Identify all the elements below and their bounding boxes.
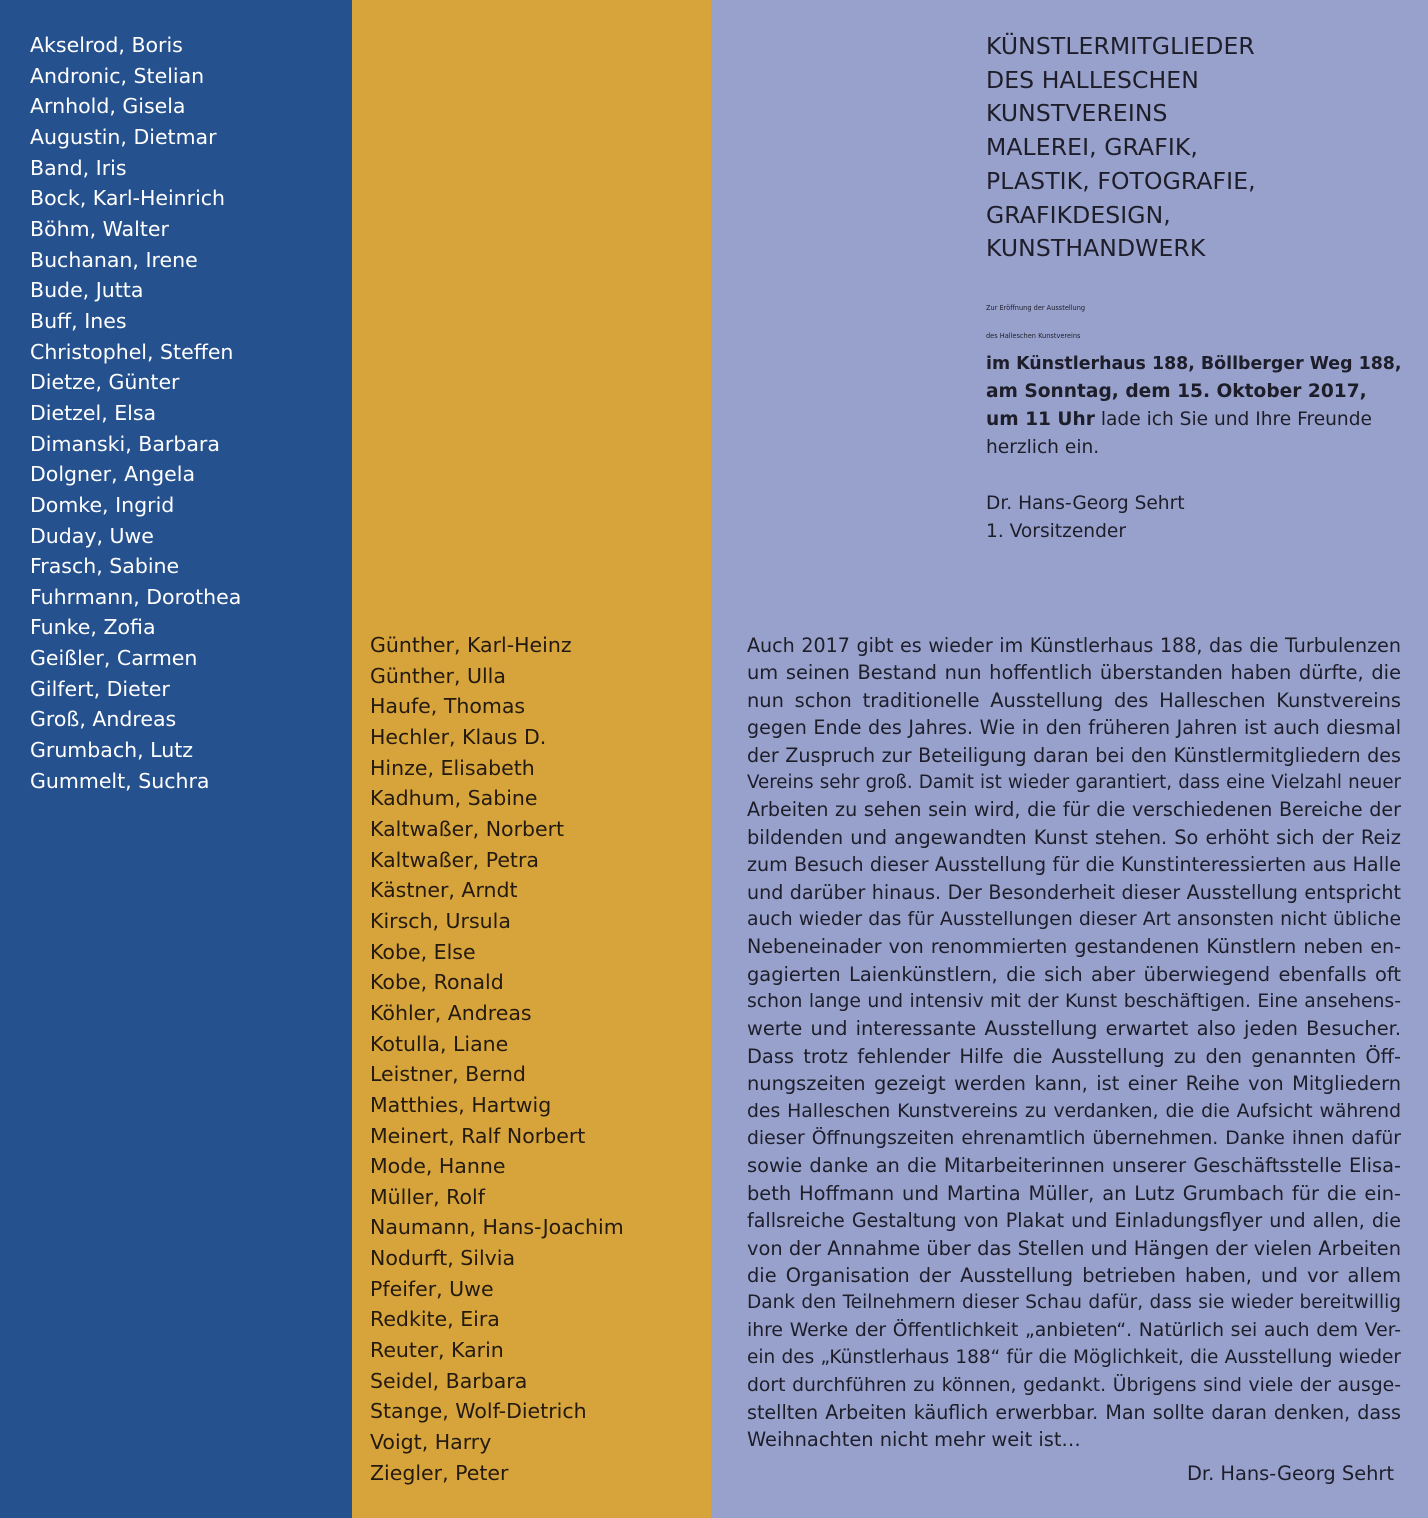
member-name: Stange, Wolf-Dietrich <box>370 1399 587 1424</box>
invitation-line: lade ich Sie und Ihre Freunde <box>1094 409 1372 430</box>
member-name: Naumann, Hans-Joachim <box>370 1215 624 1240</box>
member-name: Grumbach, Lutz <box>30 738 193 763</box>
member-name: Günther, Ulla <box>370 663 506 688</box>
foreword-text <box>747 632 1401 1454</box>
foreword-line: auch wieder das für Ausstellungen dieser Art ansonsten nicht übliche <box>747 908 1401 930</box>
member-name: Band, Iris <box>30 155 127 180</box>
member-name: Funke, Zofia <box>30 615 156 640</box>
member-name: Dietze, Günter <box>30 370 180 395</box>
foreword-line: Vereins sehr groß. Damit ist wieder garantiert, dass eine Vielzahl neuer <box>747 771 1401 793</box>
member-name: Dietzel, Elsa <box>30 400 157 425</box>
member-name: Buchanan, Irene <box>30 247 198 272</box>
member-column-blue <box>0 0 352 1518</box>
foreword-signature: Dr. Hans-Georg Sehrt <box>1186 1462 1394 1485</box>
member-name: Dolgner, Angela <box>30 462 196 487</box>
member-name: Nodurft, Silvia <box>370 1246 516 1271</box>
member-name: Böhm, Walter <box>30 216 169 241</box>
member-name: Kästner, Arndt <box>370 878 518 903</box>
foreword-line: von der Annahme über das Stellen und Hängen der vielen Arbeiten <box>747 1236 1401 1260</box>
title-line: PLASTIK, FOTOGRAFIE, <box>986 166 1256 195</box>
member-list-1 <box>30 30 241 796</box>
invitation-signer-role: 1. Vorsitzender <box>986 521 1126 542</box>
member-name: Redkite, Eira <box>370 1307 500 1332</box>
member-name: Fuhrmann, Dorothea <box>30 584 242 609</box>
title-line: KUNSTHANDWERK <box>986 234 1206 263</box>
member-name: Kobe, Else <box>370 939 476 964</box>
foreword-line: Weihnachten nicht mehr weit ist… <box>747 1428 1081 1452</box>
member-name: Akselrod, Boris <box>30 33 183 57</box>
invitation-signer: Dr. Hans-Georg Sehrt <box>986 493 1185 514</box>
member-name: Kirsch, Ursula <box>370 908 511 933</box>
member-name: Kaltwaßer, Petra <box>370 847 539 872</box>
member-name: Duday, Uwe <box>30 523 154 548</box>
member-name: Arnhold, Gisela <box>30 94 186 119</box>
invitation-line: des Halleschen Kunstvereins <box>986 332 1081 340</box>
member-name: Gummelt, Suchra <box>30 768 210 793</box>
page-title <box>986 30 1256 266</box>
member-name: Meinert, Ralf Norbert <box>370 1123 586 1148</box>
member-name: Buff, Ines <box>30 308 127 333</box>
member-name: Kotulla, Liane <box>370 1031 509 1056</box>
foreword-line: nungszeiten gezeigt werden kann, ist einer Reihe von Mitgliedern <box>747 1072 1401 1096</box>
member-name: Mode, Hanne <box>370 1154 506 1179</box>
member-name: Matthies, Hartwig <box>370 1092 552 1117</box>
member-name: Köhler, Andreas <box>370 1000 532 1025</box>
member-name: Kadhum, Sabine <box>370 786 538 811</box>
foreword-line: fallsreiche Gestaltung von Plakat und Einladungsflyer und allen, die <box>747 1209 1401 1233</box>
member-name: Bude, Jutta <box>30 278 144 303</box>
member-name: Andronic, Stelian <box>30 63 205 88</box>
foreword-line: Dank den Teilnehmern dieser Schau dafür, dass sie wieder bereitwillig <box>747 1292 1401 1314</box>
foreword-line: und darüber hinaus. Der Besonderheit dieser Ausstellung entspricht <box>747 880 1401 904</box>
member-name: Ziegler, Peter <box>370 1460 509 1485</box>
foreword-line: dort durchführen zu können, gedankt. Übrigens sind viele der ausge- <box>747 1374 1401 1396</box>
foreword-line: nun schon traditionelle Ausstellung des Halleschen Kunstvereins <box>747 688 1401 712</box>
title-line: KUNSTVEREINS <box>986 99 1168 128</box>
member-name: Hinze, Elisabeth <box>370 755 535 780</box>
member-name: Leistner, Bernd <box>370 1062 526 1087</box>
member-name: Günther, Karl-Heinz <box>370 633 572 657</box>
foreword-line: Nebeneinader von renommierten gestandenen Künstlern neben en- <box>747 935 1401 959</box>
foreword-line: des Halleschen Kunstvereins zu verdanken, die die Aufsicht während <box>747 1100 1401 1122</box>
member-name: Groß, Andreas <box>30 707 177 732</box>
foreword-line: der Zuspruch zur Beteiligung daran bei den Künstlermitgliedern des <box>747 743 1401 767</box>
foreword-line: ihre Werke der Öffentlichkeit „anbieten“. Natürlich sei auch dem Ver- <box>747 1319 1401 1341</box>
member-name: Augustin, Dietmar <box>30 124 217 149</box>
member-name: Reuter, Karin <box>370 1338 504 1363</box>
invitation-time: um 11 Uhr <box>986 409 1095 430</box>
foreword-line: Dass trotz fehlender Hilfe die Ausstellung zu den genannten Öff- <box>747 1044 1401 1068</box>
foreword-line: schon lange und intensiv mit der Kunst beschäftigen. Eine ansehens- <box>747 991 1401 1013</box>
foreword-line: Auch 2017 gibt es wieder im Künstlerhaus 188, das die Turbulenzen <box>747 634 1401 657</box>
member-column-gold <box>352 0 711 1518</box>
member-name: Bock, Karl-Heinrich <box>30 186 226 211</box>
member-name: Frasch, Sabine <box>30 554 180 579</box>
foreword-line: werte und interessante Ausstellung erwartet also jeden Besucher. <box>747 1017 1401 1041</box>
member-name: Seidel, Barbara <box>370 1368 528 1393</box>
member-name: Geißler, Carmen <box>30 646 198 671</box>
foreword-line: Arbeiten zu sehen sein wird, die für die verschiedenen Bereiche der <box>747 798 1401 822</box>
foreword-line: sowie danke an die Mitarbeiterinnen unserer Geschäftsstelle Elisa- <box>747 1154 1401 1178</box>
text-column-lilac <box>711 0 1428 1518</box>
foreword-line: dieser Öffnungszeiten ehrenamtlich übernehmen. Danke ihnen dafür <box>747 1128 1401 1150</box>
member-name: Müller, Rolf <box>370 1184 485 1209</box>
foreword-line: gagierten Laienkünstlern, die sich aber überwiegend ebenfalls oft <box>747 962 1401 986</box>
member-name: Voigt, Harry <box>370 1430 492 1455</box>
invitation-venue: im Künstlerhaus 188, Böllberger Weg 188, <box>986 354 1402 374</box>
member-name: Christophel, Steffen <box>30 339 234 364</box>
member-list-2 <box>370 630 624 1488</box>
member-name: Domke, Ingrid <box>30 492 175 517</box>
member-name: Dimanski, Barbara <box>30 431 220 456</box>
foreword-line: gegen Ende des Jahres. Wie in den früheren Jahren ist auch diesmal <box>747 716 1401 740</box>
invitation-date: am Sonntag, dem 15. Oktober 2017, <box>986 381 1367 402</box>
member-name: Hechler, Klaus D. <box>370 724 547 749</box>
member-name: Gilfert, Dieter <box>30 676 170 701</box>
foreword-line: die Organisation der Ausstellung betrieben haben, und vor allem <box>747 1263 1401 1287</box>
member-name: Haufe, Thomas <box>370 694 526 719</box>
member-name: Kobe, Ronald <box>370 970 504 995</box>
member-name: Kaltwaßer, Norbert <box>370 816 565 841</box>
foreword-line: stellten Arbeiten käuflich erwerbbar. Man sollte daran denken, dass <box>747 1400 1401 1424</box>
invitation-line: herzlich ein. <box>986 437 1100 458</box>
title-line: GRAFIKDESIGN, <box>986 200 1171 229</box>
title-line: DES HALLESCHEN <box>986 65 1199 94</box>
member-name: Pfeifer, Uwe <box>370 1276 494 1301</box>
foreword-line: um seinen Bestand nun hoffentlich überstanden haben dürfte, die <box>747 661 1401 685</box>
foreword-line: ein des „Künstlerhaus 188“ für die Möglichkeit, die Ausstellung wieder <box>747 1347 1401 1369</box>
invitation-line: Zur Eröffnung der Ausstellung <box>986 304 1086 312</box>
title-line: MALEREI, GRAFIK, <box>986 133 1198 162</box>
foreword-line: zum Besuch dieser Ausstellung für die Kunstinteressierten aus Halle <box>747 853 1401 877</box>
invitation-block <box>986 294 1402 546</box>
foreword-line: bildenden und angewandten Kunst stehen. So erhöht sich der Reiz <box>747 825 1401 849</box>
foreword-line: beth Hoffmann und Martina Müller, an Lutz Grumbach für die ein- <box>747 1181 1401 1205</box>
title-line: KÜNSTLERMITGLIEDER <box>986 32 1255 60</box>
